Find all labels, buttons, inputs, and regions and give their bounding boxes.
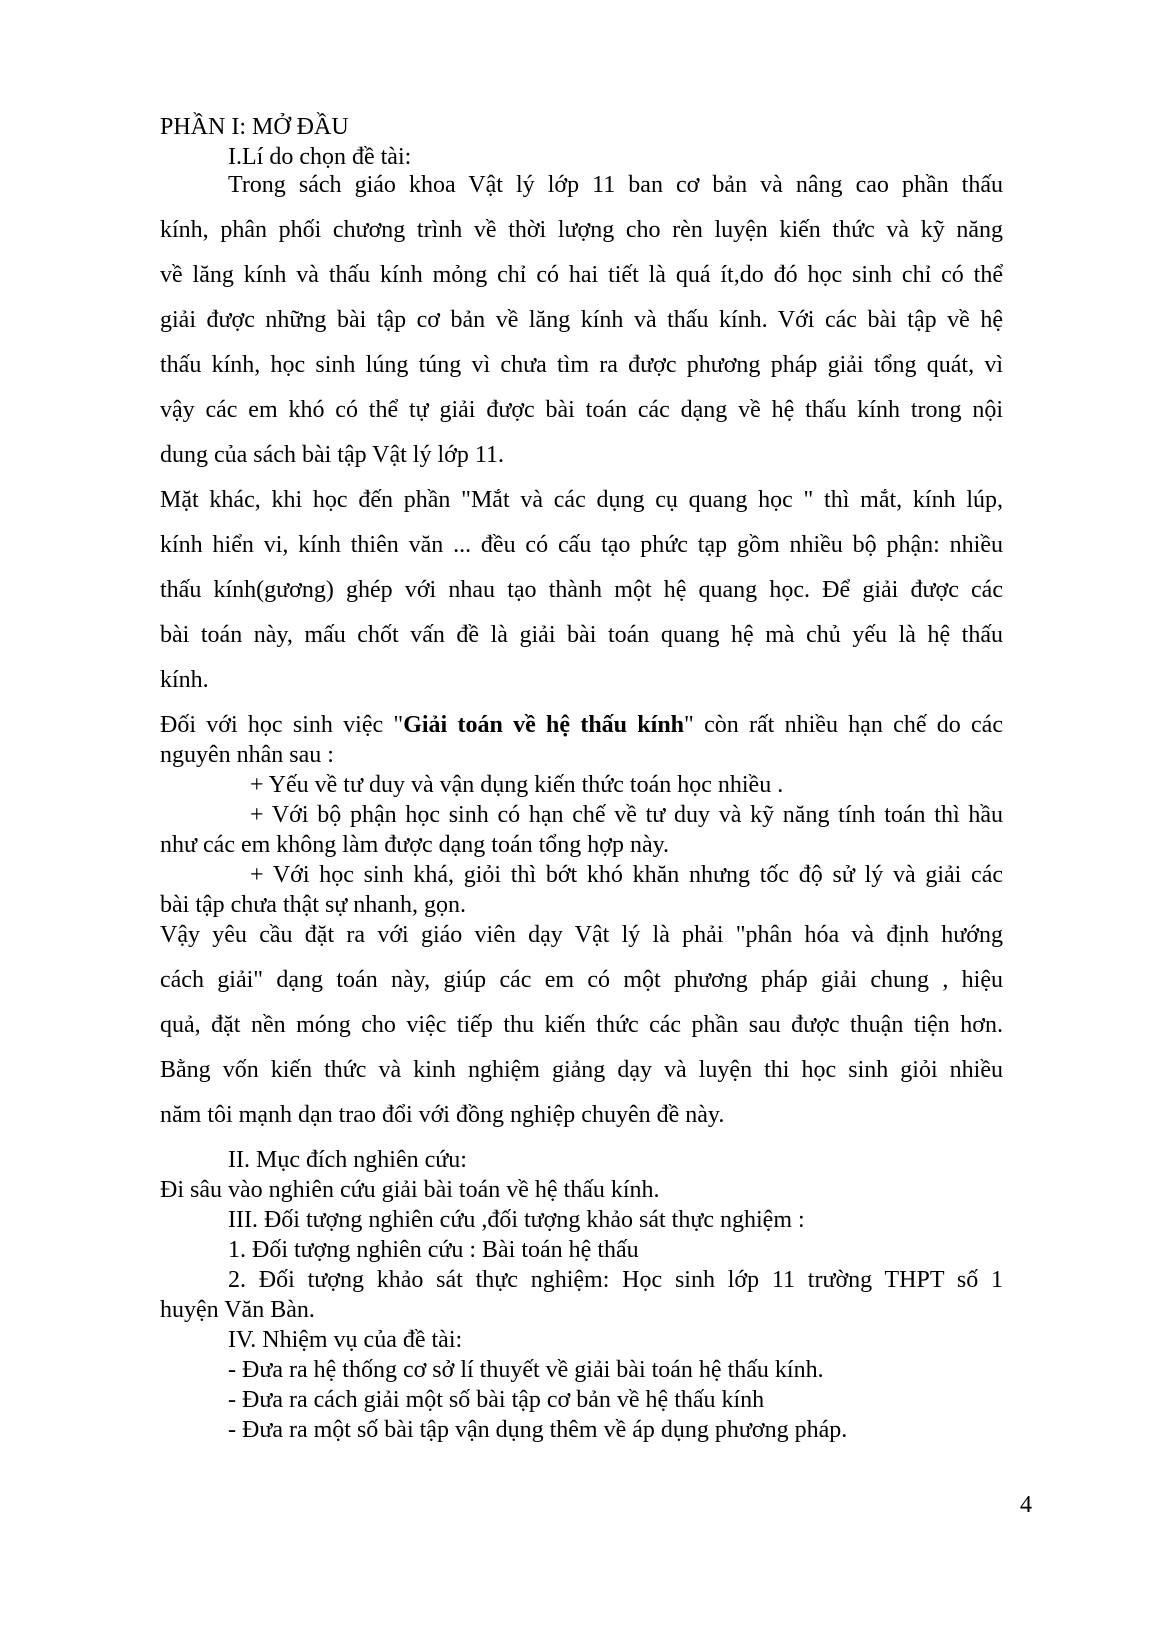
para4-line-2: cách giải" dạng toán này, giúp các em có một phương pháp giải chung , hiệu — [160, 967, 1003, 993]
bullet-3-line-2: bài tập chưa thật sự nhanh, gọn. — [160, 892, 466, 918]
para4-line-3: quả, đặt nền móng cho việc tiếp thu kiến thức các phần sau được thuận tiện hơn. — [160, 1012, 1003, 1038]
para4-line-5: năm tôi mạnh dạn trao đổi với đồng nghiệp chuyên đề này. — [160, 1102, 725, 1128]
subsection-1-title: I.Lí do chọn đề tài: — [228, 144, 412, 170]
para3-prefix: Đối với học sinh việc " — [160, 712, 404, 738]
para4-line-4: Bằng vốn kiến thức và kinh nghiệm giảng dạy và luyện thi học sinh giỏi nhiều — [160, 1057, 1003, 1083]
para2-line-4: bài toán này, mấu chốt vấn đề là giải bài toán quang hệ mà chủ yếu là hệ thấu — [160, 622, 1003, 648]
para3-suffix: " còn rất nhiều hạn chế do các — [684, 712, 1003, 738]
para2-line-2: kính hiển vi, kính thiên văn ... đều có cấu tạo phức tạp gồm nhiều bộ phận: nhiều — [160, 532, 1003, 558]
para3-line-2: nguyên nhân sau : — [160, 742, 334, 768]
para1-line-3: về lăng kính và thấu kính mỏng chỉ có hai tiết là quá ít,do đó học sinh chỉ có thể — [160, 262, 1003, 288]
para1-line-2: kính, phân phối chương trình về thời lượng cho rèn luyện kiến thức và kỹ năng — [160, 217, 1003, 243]
para3-line-1 — [160, 710, 1003, 740]
para2-line-5: kính. — [160, 667, 209, 693]
bullet-2-line-1: + Với bộ phận học sinh có hạn chế về tư duy và kỹ năng tính toán thì hầu — [250, 802, 1003, 828]
subsection-2-text: Đi sâu vào nghiên cứu giải bài toán về hệ thấu kính. — [160, 1177, 660, 1203]
task-item: - Đưa ra hệ thống cơ sở lí thuyết về giải bài toán hệ thấu kính. — [228, 1357, 824, 1383]
para1-line-7: dung của sách bài tập Vật lý lớp 11. — [160, 442, 504, 468]
para2-line-3: thấu kính(gương) ghép với nhau tạo thành một hệ quang học. Để giải được các — [160, 577, 1003, 603]
subsection-3-item-1: 1. Đối tượng nghiên cứu : Bài toán hệ thấu — [228, 1237, 639, 1263]
bullet-1: + Yếu về tư duy và vận dụng kiến thức toán học nhiều . — [250, 772, 784, 798]
subsection-4-title: IV. Nhiệm vụ của đề tài: — [228, 1327, 463, 1353]
section-title: PHẦN I: MỞ ĐẦU — [160, 114, 349, 140]
subsection-2-title: II. Mục đích nghiên cứu: — [228, 1147, 467, 1173]
subsection-3-title: III. Đối tượng nghiên cứu ,đối tượng khảo sát thực nghiệm : — [228, 1207, 805, 1233]
bullet-3-line-1: + Với học sinh khá, giỏi thì bớt khó khăn nhưng tốc độ sử lý và giải các — [250, 862, 1003, 888]
para1-line-5: thấu kính, học sinh lúng túng vì chưa tìm ra được phương pháp giải tổng quát, vì — [160, 352, 1003, 378]
subsection-3-item-2-line-2: huyện Văn Bàn. — [160, 1297, 315, 1323]
task-item: - Đưa ra cách giải một số bài tập cơ bản về hệ thấu kính — [228, 1387, 765, 1413]
subsection-3-item-2-line-1: 2. Đối tượng khảo sát thực nghiệm: Học sinh lớp 11 trường THPT số 1 — [228, 1267, 1003, 1293]
para1-line-4: giải được những bài tập cơ bản về lăng kính và thấu kính. Với các bài tập về hệ — [160, 307, 1003, 333]
para1-line-1: Trong sách giáo khoa Vật lý lớp 11 ban cơ bản và nâng cao phần thấu — [228, 172, 1003, 198]
para2-line-1: Mặt khác, khi học đến phần "Mắt và các dụng cụ quang học " thì mắt, kính lúp, — [160, 487, 1003, 513]
para1-line-6: vậy các em khó có thể tự giải được bài toán các dạng về hệ thấu kính trong nội — [160, 397, 1003, 423]
para4-line-1: Vậy yêu cầu đặt ra với giáo viên dạy Vật lý là phải "phân hóa và định hướng — [160, 922, 1003, 948]
page-number: 4 — [1020, 1492, 1032, 1518]
task-item: - Đưa ra một số bài tập vận dụng thêm về áp dụng phương pháp. — [228, 1417, 848, 1443]
bullet-2-line-2: như các em không làm được dạng toán tổng hợp này. — [160, 832, 670, 858]
para3-bold-phrase: Giải toán về hệ thấu kính — [403, 712, 685, 738]
